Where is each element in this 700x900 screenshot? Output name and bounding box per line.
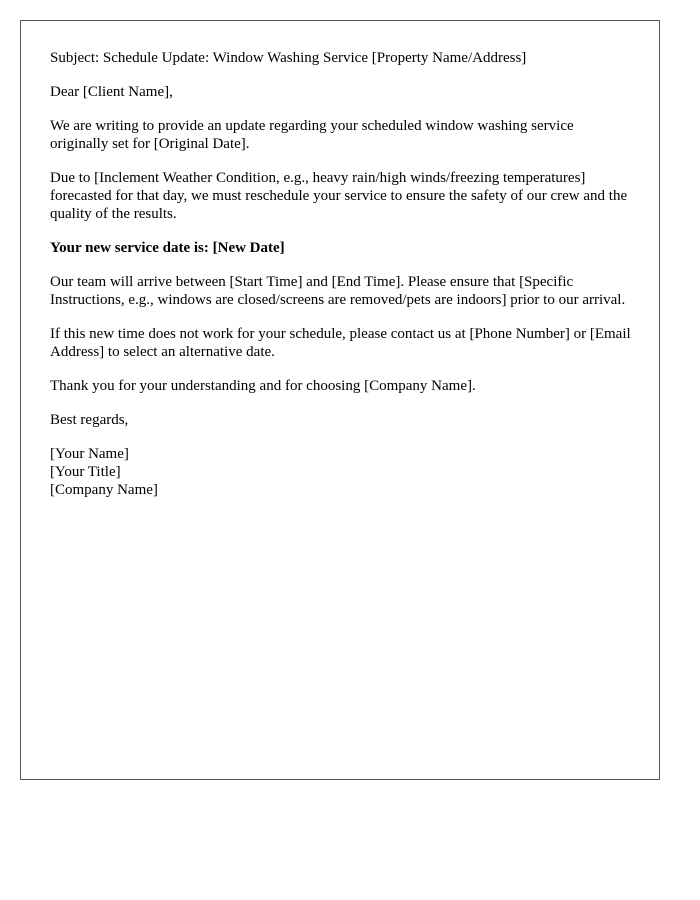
new-service-date: Your new service date is: [New Date] [50, 240, 285, 256]
letter-subject: Subject: Schedule Update: Window Washing Service [Property Name/Address] [50, 50, 527, 66]
signature-company: [Company Name] [50, 482, 158, 498]
signature-block [50, 445, 635, 499]
paragraph-intro: We are writing to provide an update regarding your scheduled window washing service originally set for [Original Date]. [50, 118, 574, 152]
letter-salutation: Dear [Client Name], [50, 84, 173, 100]
letter-body [50, 49, 635, 499]
paragraph-arrival: Our team will arrive between [Start Time] and [End Time]. Please ensure that [Specific Instructions, e.g., windows are closed/screens are removed/pets are indoors] prior to our arrival. [50, 274, 626, 308]
paragraph-reason: Due to [Inclement Weather Condition, e.g., heavy rain/high winds/freezing temperatures] forecasted for that day, we must reschedule your service to ensure the safety of our crew and the quality of the results. [50, 170, 628, 222]
letter-page [20, 20, 660, 780]
paragraph-thanks: Thank you for your understanding and for choosing [Company Name]. [50, 378, 476, 394]
signature-title: [Your Title] [50, 464, 121, 480]
letter-closing: Best regards, [50, 412, 129, 428]
paragraph-contact: If this new time does not work for your schedule, please contact us at [Phone Number] or [Email Address] to select an alternative date. [50, 326, 631, 360]
signature-name: [Your Name] [50, 446, 129, 462]
